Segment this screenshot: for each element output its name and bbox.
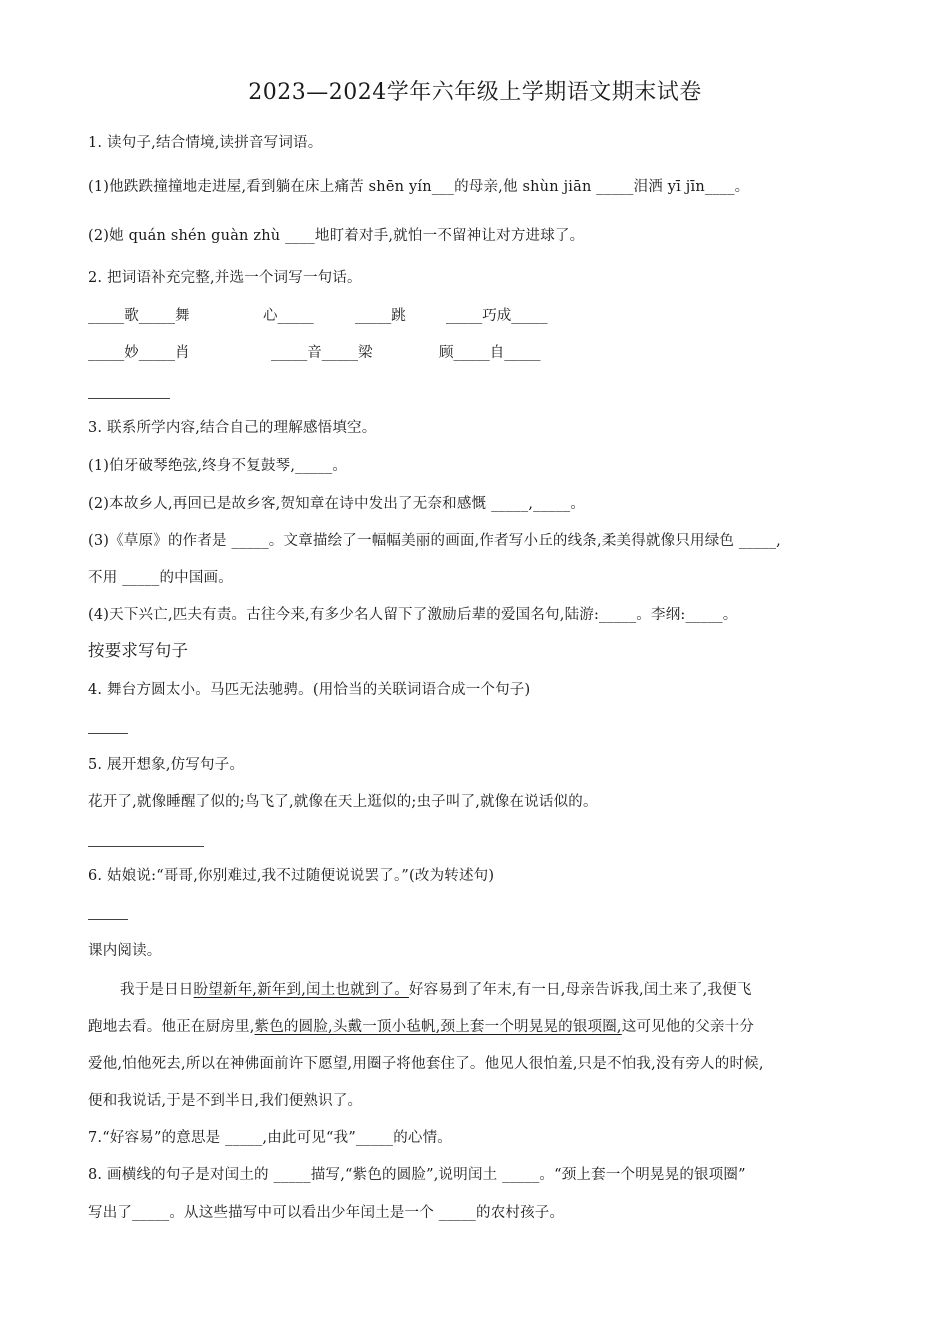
q3-item-2: (2)本故乡人,再回已是故乡客,贺知章在诗中发出了无奈和感慨 _____,_____。: [88, 496, 586, 512]
q1-sentence-2: (2)她 quán shén guàn zhù ____地盯着对手,就怕一不留神让对方进球了。: [88, 228, 585, 244]
q8-stem: 8. 画横线的句子是对闰土的 _____描写,“紫色的圆脸”,说明闰土 _____。“颈上套一个明晃晃的银项圈”: [88, 1167, 746, 1183]
passage-text: 这可见他的父亲十分: [621, 1019, 755, 1035]
q2-word-row-2: [88, 343, 848, 363]
q1-stem: 1. 读句子,结合情境,读拼音写词语。: [88, 135, 323, 151]
answer-line: [88, 733, 128, 734]
q2-stem: 2. 把词语补充完整,并选一个词写一句话。: [88, 270, 362, 286]
q2-word-row-1: [88, 306, 848, 326]
q2-word-blank: _____音_____梁: [271, 345, 373, 361]
passage-line-1: [120, 980, 752, 1000]
q2-word-blank: _____巧成_____: [446, 308, 548, 324]
q1-sentence-1: (1)他跌跌撞撞地走进屋,看到躺在床上痛苦 shēn yín___的母亲,他 shùn jiān _____泪洒 yī jīn____。: [88, 179, 750, 195]
passage-line-2: [88, 1017, 754, 1037]
q2-word-blank: 心_____: [263, 308, 314, 324]
section-heading: 按要求写句子: [88, 641, 189, 660]
q3-item-3: (3)《草原》的作者是 _____。文章描绘了一幅幅美丽的画面,作者写小丘的线条,柔美得就像只用绿色 _____,: [88, 533, 781, 549]
page-title: 2023—2024学年六年级上学期语文期末试卷: [248, 80, 702, 105]
q5-example: 花开了,就像睡醒了似的;鸟飞了,就像在天上逛似的;虫子叫了,就像在说话似的。: [88, 794, 598, 810]
reading-heading: 课内阅读。: [88, 943, 162, 959]
q7-stem: 7.“好容易”的意思是 _____,由此可见“我”_____的心情。: [88, 1130, 453, 1146]
q5-stem: 5. 展开想象,仿写句子。: [88, 757, 245, 773]
underlined-sentence: 紫色的圆脸,头戴一顶小毡帆,颈上套一个明晃晃的银项圈,: [254, 1019, 622, 1035]
q2-word-blank: _____歌_____舞: [88, 308, 190, 324]
q2-word-blank: _____跳: [355, 308, 406, 324]
q6-stem: 6. 姑娘说:“哥哥,你别难过,我不过随便说说罢了。”(改为转述句): [88, 868, 495, 884]
passage-line-3: 爱他,怕他死去,所以在神佛面前许下愿望,用圈子将他套住了。他见人很怕羞,只是不怕我,没有旁人的时候,: [88, 1056, 764, 1072]
answer-line: [88, 919, 128, 920]
q8-stem-cont: 写出了_____。从这些描写中可以看出少年闰土是一个 _____的农村孩子。: [88, 1205, 565, 1221]
q3-stem: 3. 联系所学内容,结合自己的理解感悟填空。: [88, 420, 377, 436]
q3-item-3-cont: 不用 _____的中国画。: [88, 570, 233, 586]
q4-stem: 4. 舞台方圆太小。马匹无法驰骋。(用恰当的关联词语合成一个句子): [88, 682, 531, 698]
passage-text: 好容易到了年末,有一日,母亲告诉我,闰土来了,我便飞: [408, 982, 752, 998]
underlined-sentence: 盼望新年,新年到,闰土也就到了。: [193, 982, 409, 998]
passage-text: 我于是日日: [120, 982, 194, 998]
q2-word-blank: _____妙_____肖: [88, 345, 190, 361]
q3-item-4: (4)天下兴亡,匹夫有责。古往今来,有多少名人留下了激励后辈的爱国名句,陆游:_____。李纲:_____。: [88, 607, 738, 623]
answer-line: [88, 846, 204, 847]
passage-line-4: 便和我说话,于是不到半日,我们便熟识了。: [88, 1093, 363, 1109]
q3-item-1: (1)伯牙破琴绝弦,终身不复鼓琴,_____。: [88, 458, 348, 474]
passage-text: 跑地去看。他正在厨房里,: [88, 1019, 255, 1035]
q2-word-blank: 顾_____自_____: [439, 345, 541, 361]
answer-line: [88, 398, 170, 399]
